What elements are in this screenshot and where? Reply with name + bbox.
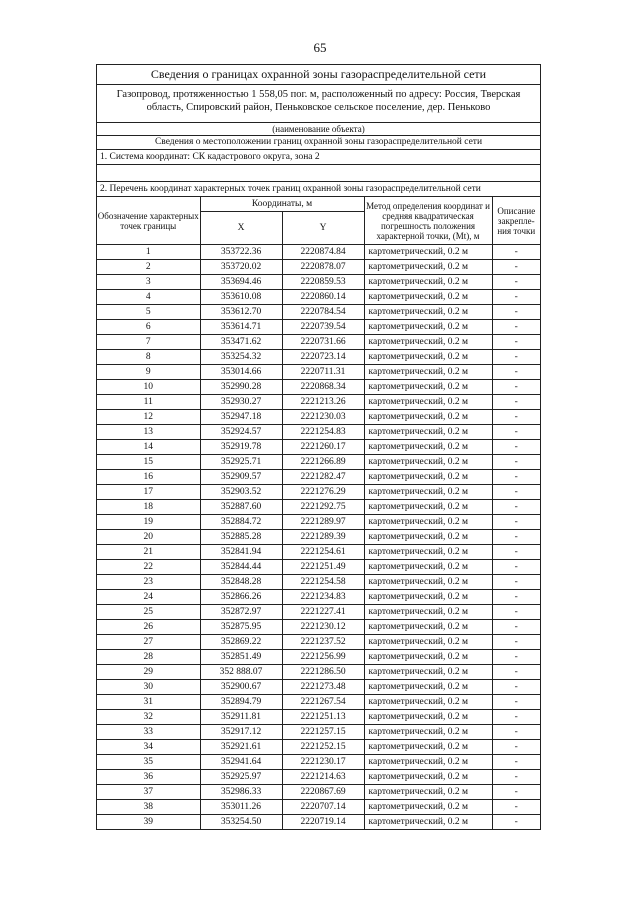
description-cell: - — [492, 800, 540, 815]
point-number-cell: 30 — [97, 680, 200, 695]
y-coordinate-cell: 2221254.58 — [282, 575, 364, 590]
point-number-cell: 14 — [97, 440, 200, 455]
x-coordinate-cell: 352917.12 — [200, 725, 282, 740]
point-number-cell: 7 — [97, 335, 200, 350]
coordinates-list-title: 2. Перечень координат характерных точек границ охранной зоны газораспределительной сети — [97, 182, 540, 197]
y-coordinate-cell: 2221230.17 — [282, 755, 364, 770]
table-row — [97, 455, 540, 470]
point-number-cell: 23 — [97, 575, 200, 590]
y-coordinate-cell: 2220707.14 — [282, 800, 364, 815]
point-number-cell: 17 — [97, 485, 200, 500]
method-cell: картометрический, 0.2 м — [364, 395, 492, 410]
description-cell: - — [492, 725, 540, 740]
method-cell: картометрический, 0.2 м — [364, 260, 492, 275]
method-cell: картометрический, 0.2 м — [364, 485, 492, 500]
description-cell: - — [492, 665, 540, 680]
y-coordinate-cell: 2220711.31 — [282, 365, 364, 380]
column-header-x: X — [200, 212, 282, 245]
point-number-cell: 34 — [97, 740, 200, 755]
y-coordinate-cell: 2220867.69 — [282, 785, 364, 800]
method-cell: картометрический, 0.2 м — [364, 545, 492, 560]
point-number-cell: 2 — [97, 260, 200, 275]
column-header-y: Y — [282, 212, 364, 245]
x-coordinate-cell: 353014.66 — [200, 365, 282, 380]
table-row — [97, 740, 540, 755]
table-row — [97, 560, 540, 575]
coordinates-table-body — [97, 245, 540, 830]
table-row — [97, 365, 540, 380]
x-coordinate-cell: 352941.64 — [200, 755, 282, 770]
y-coordinate-cell: 2221273.48 — [282, 680, 364, 695]
x-coordinate-cell: 352925.71 — [200, 455, 282, 470]
description-cell: - — [492, 290, 540, 305]
method-cell: картометрический, 0.2 м — [364, 710, 492, 725]
table-row — [97, 755, 540, 770]
x-coordinate-cell: 352 888.07 — [200, 665, 282, 680]
description-cell: - — [492, 590, 540, 605]
x-coordinate-cell: 352921.61 — [200, 740, 282, 755]
description-cell: - — [492, 680, 540, 695]
x-coordinate-cell: 352930.27 — [200, 395, 282, 410]
table-row — [97, 605, 540, 620]
y-coordinate-cell: 2221252.15 — [282, 740, 364, 755]
x-coordinate-cell: 353694.46 — [200, 275, 282, 290]
description-cell: - — [492, 530, 540, 545]
boundary-info-sheet — [96, 64, 541, 830]
description-cell: - — [492, 650, 540, 665]
point-number-cell: 39 — [97, 815, 200, 830]
y-coordinate-cell: 2221256.99 — [282, 650, 364, 665]
y-coordinate-cell: 2220739.54 — [282, 320, 364, 335]
table-row — [97, 620, 540, 635]
description-cell: - — [492, 770, 540, 785]
method-cell: картометрический, 0.2 м — [364, 365, 492, 380]
table-row — [97, 245, 540, 260]
method-cell: картометрический, 0.2 м — [364, 575, 492, 590]
y-coordinate-cell: 2221254.61 — [282, 545, 364, 560]
table-row — [97, 635, 540, 650]
method-cell: картометрический, 0.2 м — [364, 320, 492, 335]
point-number-cell: 15 — [97, 455, 200, 470]
description-cell: - — [492, 440, 540, 455]
object-caption: (наименование объекта) — [97, 123, 540, 136]
y-coordinate-cell: 2221213.26 — [282, 395, 364, 410]
description-cell: - — [492, 350, 540, 365]
x-coordinate-cell: 352848.28 — [200, 575, 282, 590]
point-number-cell: 18 — [97, 500, 200, 515]
table-row — [97, 515, 540, 530]
x-coordinate-cell: 352887.60 — [200, 500, 282, 515]
description-cell: - — [492, 710, 540, 725]
x-coordinate-cell: 353011.26 — [200, 800, 282, 815]
method-cell: картометрический, 0.2 м — [364, 800, 492, 815]
y-coordinate-cell: 2220868.34 — [282, 380, 364, 395]
x-coordinate-cell: 352866.26 — [200, 590, 282, 605]
point-number-cell: 13 — [97, 425, 200, 440]
method-cell: картометрический, 0.2 м — [364, 245, 492, 260]
point-number-cell: 25 — [97, 605, 200, 620]
table-row — [97, 815, 540, 830]
method-cell: картометрический, 0.2 м — [364, 515, 492, 530]
method-cell: картометрический, 0.2 м — [364, 410, 492, 425]
table-row — [97, 665, 540, 680]
point-number-cell: 22 — [97, 560, 200, 575]
description-cell: - — [492, 815, 540, 830]
table-row — [97, 725, 540, 740]
x-coordinate-cell: 352900.67 — [200, 680, 282, 695]
y-coordinate-cell: 2221237.52 — [282, 635, 364, 650]
x-coordinate-cell: 353254.32 — [200, 350, 282, 365]
description-cell: - — [492, 785, 540, 800]
table-row — [97, 500, 540, 515]
table-row — [97, 440, 540, 455]
x-coordinate-cell: 352872.97 — [200, 605, 282, 620]
coordinates-table — [97, 197, 540, 829]
point-number-cell: 8 — [97, 350, 200, 365]
y-coordinate-cell: 2220784.54 — [282, 305, 364, 320]
y-coordinate-cell: 2220860.14 — [282, 290, 364, 305]
x-coordinate-cell: 352875.95 — [200, 620, 282, 635]
point-number-cell: 4 — [97, 290, 200, 305]
table-row — [97, 545, 540, 560]
description-cell: - — [492, 695, 540, 710]
x-coordinate-cell: 353612.70 — [200, 305, 282, 320]
y-coordinate-cell: 2221266.89 — [282, 455, 364, 470]
y-coordinate-cell: 2221289.39 — [282, 530, 364, 545]
x-coordinate-cell: 352925.97 — [200, 770, 282, 785]
x-coordinate-cell: 352841.94 — [200, 545, 282, 560]
method-cell: картометрический, 0.2 м — [364, 470, 492, 485]
method-cell: картометрический, 0.2 м — [364, 380, 492, 395]
object-line-2: область, Спировский район, Пеньковское сельское поселение, дер. Пеньково — [146, 102, 491, 113]
y-coordinate-cell: 2221254.83 — [282, 425, 364, 440]
x-coordinate-cell: 352919.78 — [200, 440, 282, 455]
y-coordinate-cell: 2221251.49 — [282, 560, 364, 575]
x-coordinate-cell: 352903.52 — [200, 485, 282, 500]
y-coordinate-cell: 2221289.97 — [282, 515, 364, 530]
description-cell: - — [492, 605, 540, 620]
method-cell: картометрический, 0.2 м — [364, 755, 492, 770]
method-cell: картометрический, 0.2 м — [364, 725, 492, 740]
method-cell: картометрический, 0.2 м — [364, 680, 492, 695]
table-row — [97, 260, 540, 275]
point-number-cell: 36 — [97, 770, 200, 785]
object-line-1: Газопровод, протяженностью 1 558,05 пог. м, расположенный по адресу: Россия, Тверская — [116, 89, 521, 100]
page-number: 65 — [313, 40, 327, 55]
description-cell: - — [492, 425, 540, 440]
x-coordinate-cell: 352844.44 — [200, 560, 282, 575]
point-number-cell: 5 — [97, 305, 200, 320]
y-coordinate-cell: 2221230.03 — [282, 410, 364, 425]
blank-row — [97, 165, 540, 182]
point-number-cell: 28 — [97, 650, 200, 665]
description-cell: - — [492, 485, 540, 500]
description-cell: - — [492, 395, 540, 410]
point-number-cell: 32 — [97, 710, 200, 725]
table-row — [97, 590, 540, 605]
table-row — [97, 800, 540, 815]
x-coordinate-cell: 352947.18 — [200, 410, 282, 425]
method-cell: картометрический, 0.2 м — [364, 425, 492, 440]
method-cell: картометрический, 0.2 м — [364, 350, 492, 365]
y-coordinate-cell: 2221260.17 — [282, 440, 364, 455]
table-row — [97, 530, 540, 545]
y-coordinate-cell: 2221214.63 — [282, 770, 364, 785]
point-number-cell: 10 — [97, 380, 200, 395]
x-coordinate-cell: 352851.49 — [200, 650, 282, 665]
description-cell: - — [492, 635, 540, 650]
description-cell: - — [492, 365, 540, 380]
method-cell: картометрический, 0.2 м — [364, 785, 492, 800]
description-cell: - — [492, 560, 540, 575]
x-coordinate-cell: 353614.71 — [200, 320, 282, 335]
section-title: Сведения о местоположении границ охранной зоны газораспределительной сети — [97, 136, 540, 150]
x-coordinate-cell: 353722.36 — [200, 245, 282, 260]
y-coordinate-cell: 2221286.50 — [282, 665, 364, 680]
x-coordinate-cell: 352986.33 — [200, 785, 282, 800]
y-coordinate-cell: 2220719.14 — [282, 815, 364, 830]
table-row — [97, 575, 540, 590]
table-row — [97, 275, 540, 290]
table-row — [97, 410, 540, 425]
y-coordinate-cell: 2220874.84 — [282, 245, 364, 260]
y-coordinate-cell: 2221282.47 — [282, 470, 364, 485]
method-cell: картометрический, 0.2 м — [364, 605, 492, 620]
method-cell: картометрический, 0.2 м — [364, 815, 492, 830]
description-cell: - — [492, 245, 540, 260]
description-cell: - — [492, 260, 540, 275]
column-header-point: Обозначение характерных точек границы — [97, 197, 200, 245]
table-row — [97, 290, 540, 305]
coordinate-system: 1. Система координат: СК кадастрового округа, зона 2 — [97, 150, 540, 165]
table-row — [97, 695, 540, 710]
point-number-cell: 26 — [97, 620, 200, 635]
point-number-cell: 37 — [97, 785, 200, 800]
point-number-cell: 24 — [97, 590, 200, 605]
x-coordinate-cell: 352869.22 — [200, 635, 282, 650]
table-row — [97, 350, 540, 365]
description-cell: - — [492, 470, 540, 485]
point-number-cell: 6 — [97, 320, 200, 335]
table-row — [97, 425, 540, 440]
description-cell: - — [492, 575, 540, 590]
method-cell: картометрический, 0.2 м — [364, 695, 492, 710]
point-number-cell: 3 — [97, 275, 200, 290]
y-coordinate-cell: 2221267.54 — [282, 695, 364, 710]
column-header-method: Метод определения координат и средняя квадратическая погрешность положения характерной точки, (Mt), м — [364, 197, 492, 245]
description-cell: - — [492, 305, 540, 320]
y-coordinate-cell: 2221234.83 — [282, 590, 364, 605]
description-cell: - — [492, 620, 540, 635]
method-cell: картометрический, 0.2 м — [364, 560, 492, 575]
point-number-cell: 33 — [97, 725, 200, 740]
point-number-cell: 35 — [97, 755, 200, 770]
method-cell: картометрический, 0.2 м — [364, 275, 492, 290]
description-cell: - — [492, 275, 540, 290]
table-row — [97, 485, 540, 500]
method-cell: картометрический, 0.2 м — [364, 305, 492, 320]
description-cell: - — [492, 335, 540, 350]
method-cell: картометрический, 0.2 м — [364, 620, 492, 635]
y-coordinate-cell: 2221276.29 — [282, 485, 364, 500]
point-number-cell: 31 — [97, 695, 200, 710]
method-cell: картометрический, 0.2 м — [364, 290, 492, 305]
x-coordinate-cell: 353254.50 — [200, 815, 282, 830]
table-row — [97, 335, 540, 350]
y-coordinate-cell: 2220878.07 — [282, 260, 364, 275]
method-cell: картометрический, 0.2 м — [364, 770, 492, 785]
x-coordinate-cell: 352884.72 — [200, 515, 282, 530]
y-coordinate-cell: 2221251.13 — [282, 710, 364, 725]
y-coordinate-cell: 2221257.15 — [282, 725, 364, 740]
x-coordinate-cell: 352924.57 — [200, 425, 282, 440]
table-row — [97, 785, 540, 800]
y-coordinate-cell: 2221292.75 — [282, 500, 364, 515]
description-cell: - — [492, 740, 540, 755]
table-row — [97, 650, 540, 665]
point-number-cell: 19 — [97, 515, 200, 530]
method-cell: картометрический, 0.2 м — [364, 500, 492, 515]
x-coordinate-cell: 352885.28 — [200, 530, 282, 545]
table-row — [97, 680, 540, 695]
table-row — [97, 395, 540, 410]
table-row — [97, 305, 540, 320]
point-number-cell: 27 — [97, 635, 200, 650]
description-cell: - — [492, 380, 540, 395]
table-row — [97, 470, 540, 485]
description-cell: - — [492, 500, 540, 515]
method-cell: картометрический, 0.2 м — [364, 635, 492, 650]
description-cell: - — [492, 515, 540, 530]
y-coordinate-cell: 2220723.14 — [282, 350, 364, 365]
point-number-cell: 20 — [97, 530, 200, 545]
y-coordinate-cell: 2221230.12 — [282, 620, 364, 635]
x-coordinate-cell: 352909.57 — [200, 470, 282, 485]
object-description — [97, 85, 540, 123]
table-row — [97, 320, 540, 335]
point-number-cell: 16 — [97, 470, 200, 485]
method-cell: картометрический, 0.2 м — [364, 650, 492, 665]
method-cell: картометрический, 0.2 м — [364, 665, 492, 680]
y-coordinate-cell: 2221227.41 — [282, 605, 364, 620]
method-cell: картометрический, 0.2 м — [364, 440, 492, 455]
table-row — [97, 380, 540, 395]
description-cell: - — [492, 410, 540, 425]
method-cell: картометрический, 0.2 м — [364, 530, 492, 545]
point-number-cell: 1 — [97, 245, 200, 260]
x-coordinate-cell: 353610.08 — [200, 290, 282, 305]
x-coordinate-cell: 353720.02 — [200, 260, 282, 275]
method-cell: картометрический, 0.2 м — [364, 590, 492, 605]
point-number-cell: 9 — [97, 365, 200, 380]
x-coordinate-cell: 352894.79 — [200, 695, 282, 710]
description-cell: - — [492, 320, 540, 335]
x-coordinate-cell: 353471.62 — [200, 335, 282, 350]
method-cell: картометрический, 0.2 м — [364, 455, 492, 470]
y-coordinate-cell: 2220859.53 — [282, 275, 364, 290]
method-cell: картометрический, 0.2 м — [364, 740, 492, 755]
column-header-coordinates: Координаты, м — [200, 197, 364, 212]
column-header-description: Описание закрепле-ния точки — [492, 197, 540, 245]
y-coordinate-cell: 2220731.66 — [282, 335, 364, 350]
description-cell: - — [492, 755, 540, 770]
point-number-cell: 11 — [97, 395, 200, 410]
description-cell: - — [492, 545, 540, 560]
x-coordinate-cell: 352990.28 — [200, 380, 282, 395]
document-title: Сведения о границах охранной зоны газораспределительной сети — [97, 65, 540, 85]
point-number-cell: 21 — [97, 545, 200, 560]
table-row — [97, 710, 540, 725]
description-cell: - — [492, 455, 540, 470]
point-number-cell: 29 — [97, 665, 200, 680]
x-coordinate-cell: 352911.81 — [200, 710, 282, 725]
point-number-cell: 38 — [97, 800, 200, 815]
table-row — [97, 770, 540, 785]
point-number-cell: 12 — [97, 410, 200, 425]
method-cell: картометрический, 0.2 м — [364, 335, 492, 350]
